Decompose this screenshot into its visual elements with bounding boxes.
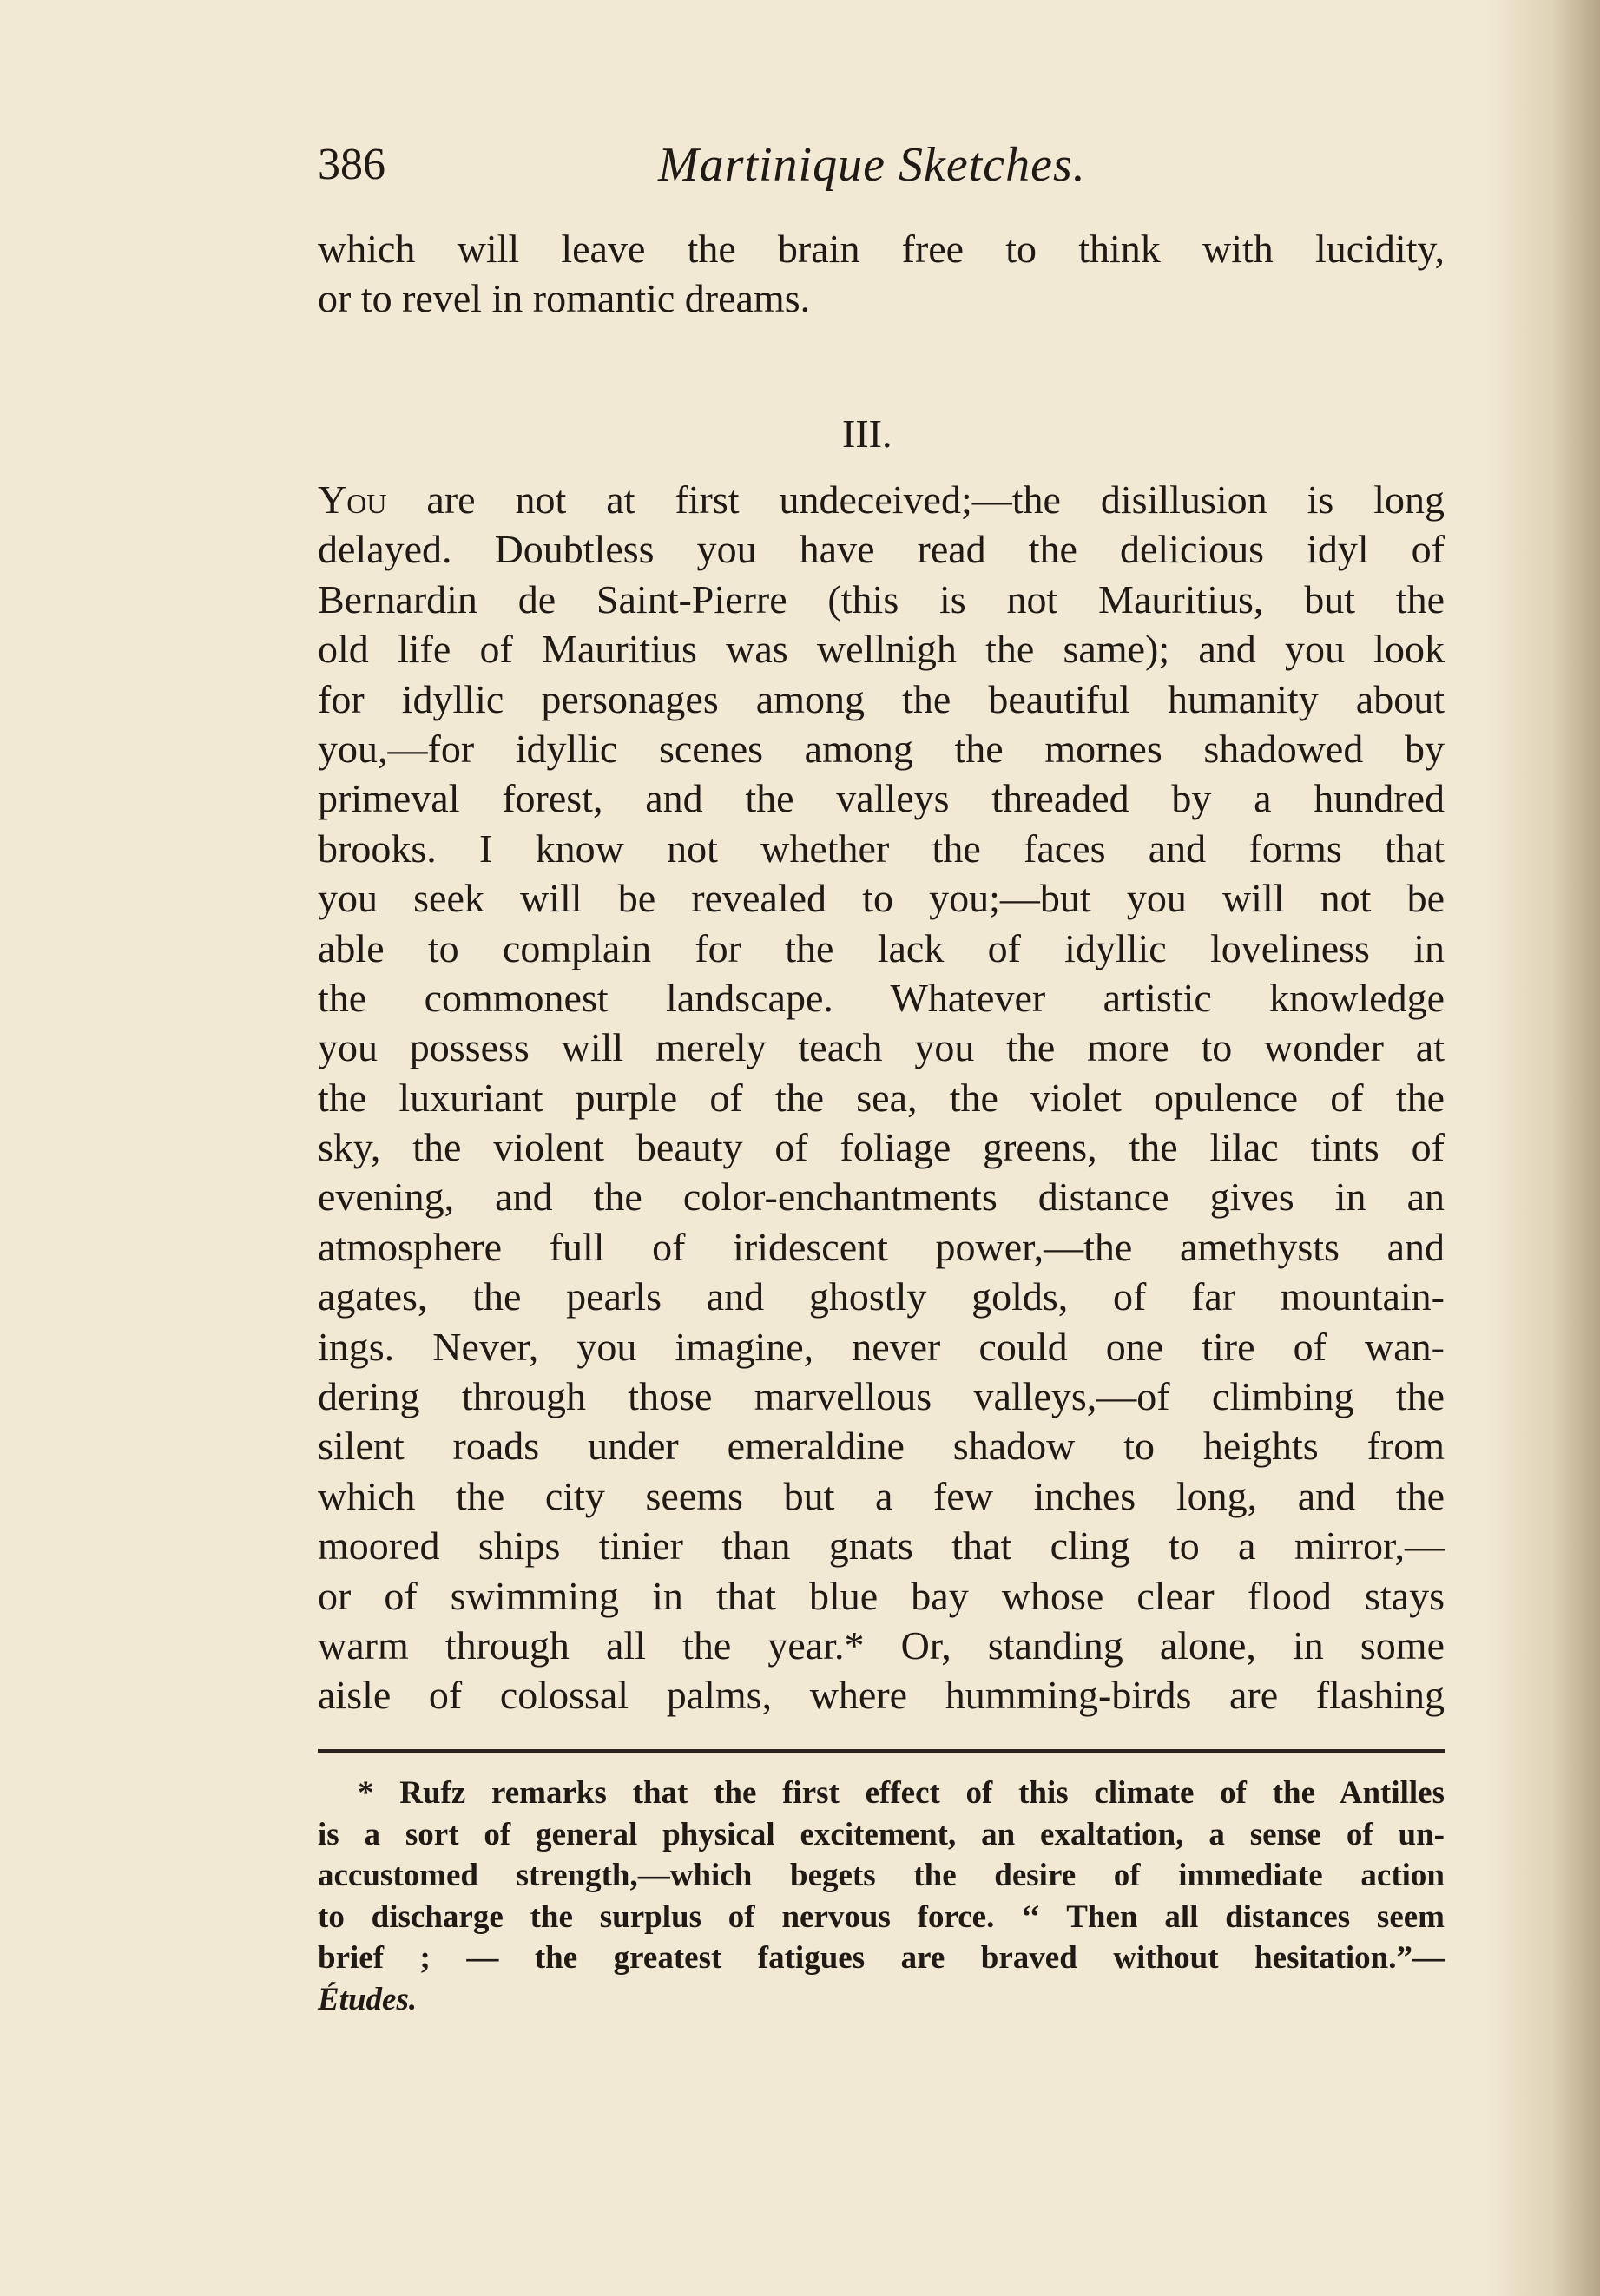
main-paragraph: [318, 475, 1445, 1720]
text-line: aisle of colossal palms, where humming-birds are flashing: [318, 1673, 1445, 1718]
page-header: [318, 130, 1446, 200]
section-heading: III.: [842, 411, 892, 456]
text-line: primeval forest, and the valleys threaded by a hundred: [318, 776, 1445, 821]
first-word: You: [318, 477, 387, 522]
footnote: [318, 1773, 1445, 2020]
text-line: agates, the pearls and ghostly golds, of far mountain-: [318, 1274, 1445, 1319]
text-line: [318, 475, 1445, 524]
text-line: dering through those marvellous valleys,—of climbing the: [318, 1374, 1445, 1419]
text-line: or to revel in romantic dreams.: [318, 276, 811, 321]
text-line: you,—for idyllic scenes among the mornes shadowed by: [318, 726, 1445, 771]
footnote-source: Études.: [318, 1981, 418, 2017]
text-line: able to complain for the lack of idyllic loveliness in: [318, 925, 1445, 970]
text-line: Bernardin de Saint-Pierre (this is not Mauritius, but the: [318, 576, 1445, 622]
text-line: you possess will merely teach you the more to wonder at: [318, 1025, 1445, 1070]
text-line: warm through all the year.* Or, standing alone, in some: [318, 1622, 1445, 1668]
footnote-line: to discharge the surplus of nervous force. ‘‘ Then all distances seem: [318, 1898, 1445, 1935]
text-line: you seek will be revealed to you;—but you will not be: [318, 876, 1445, 921]
text-line: the commonest landscape. Whatever artistic knowledge: [318, 975, 1445, 1020]
running-title: Martinique Sketches.: [658, 138, 1086, 192]
first-line-rest: are not at first undeceived;—the disillusion is long: [386, 477, 1445, 522]
text-line: ings. Never, you imagine, never could one tire of wan-: [318, 1324, 1445, 1369]
text-line: evening, and the color-enchantments distance gives in an: [318, 1174, 1445, 1220]
text-line: old life of Mauritius was wellnigh the same); and you look: [318, 627, 1445, 672]
text-line: which the city seems but a few inches long, and the: [318, 1473, 1445, 1518]
footnote-line: brief ; — the greatest fatigues are braved without hesitation.”—: [318, 1940, 1445, 1976]
text-line: the luxuriant purple of the sea, the violet opulence of the: [318, 1075, 1445, 1120]
text-line: delayed. Doubtless you have read the delicious idyl of: [318, 527, 1445, 572]
text-line: atmosphere full of iridescent power,—the amethysts and: [318, 1224, 1445, 1269]
footnote-divider: [318, 1749, 1445, 1753]
text-line: for idyllic personages among the beautiful humanity about: [318, 676, 1445, 721]
footnote-line: accustomed strength,—which begets the desire of immediate action: [318, 1858, 1445, 1893]
text-line: silent roads under emeraldine shadow to heights from: [318, 1424, 1445, 1469]
text-line: moored ships tinier than gnats that cling to a mirror,—: [318, 1523, 1445, 1569]
intro-paragraph: [318, 224, 1445, 324]
footnote-line: is a sort of general physical excitement, an exaltation, a sense of un-: [318, 1816, 1445, 1852]
page-number: 386: [318, 140, 385, 189]
footnote-line: * Rufz remarks that the first effect of this climate of the Antilles: [358, 1775, 1445, 1811]
text-line: which will leave the brain free to think with lucidity,: [318, 227, 1445, 271]
text-line: brooks. I know not whether the faces and forms that: [318, 826, 1445, 871]
text-line: or of swimming in that blue bay whose clear flood stays: [318, 1573, 1445, 1618]
text-line: sky, the violent beauty of foliage greens, the lilac tints of: [318, 1125, 1445, 1170]
